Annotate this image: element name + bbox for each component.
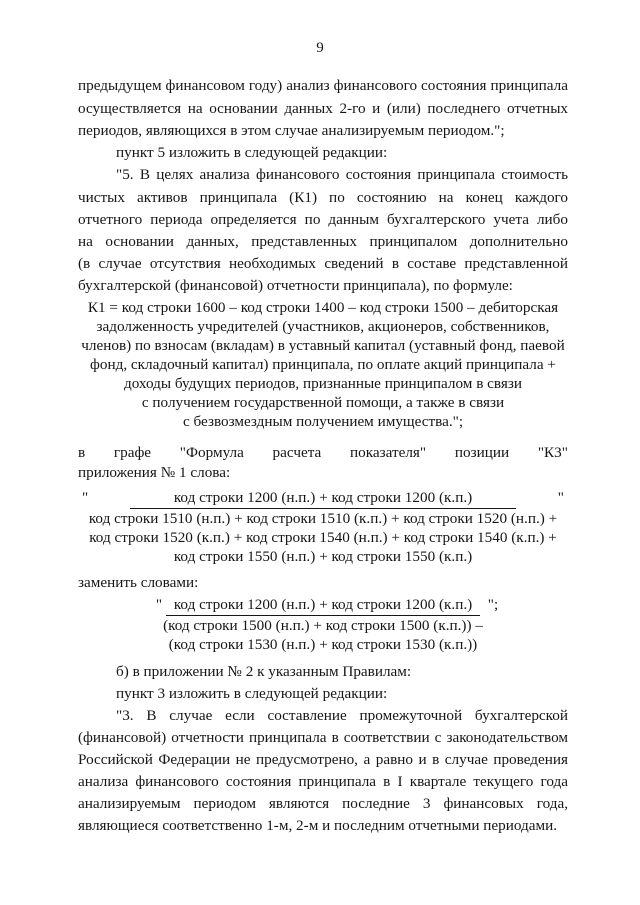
formula-new-quote-open: ": [155, 596, 163, 613]
paragraph-2-line: "5. В целях анализа финансового состояния принципала стоимость: [116, 166, 568, 183]
paragraph-3-line: "3. В случае если составление промежуточной бухгалтерской: [116, 707, 568, 724]
formula-old-quote-close: ": [557, 489, 564, 506]
formula-k1-line: членов) по взносам (вкладам) в уставный капитал (уставный фонд, паевой: [81, 337, 565, 354]
paragraph-1-line: предыдущем финансовом году) анализ финансового состояния принципала: [78, 77, 568, 94]
instruction-2-word: показателя": [350, 444, 427, 461]
instruction-2-line: приложения № 1 слова:: [78, 464, 231, 481]
instruction-2-word: в: [78, 444, 86, 461]
instruction-2-word: графе: [113, 444, 152, 461]
paragraph-1-line: периодов, являющихся в этом случае анализируемым периодом.";: [78, 122, 505, 139]
formula-old-quote-open: ": [82, 489, 89, 506]
item-b: б) в приложении № 2 к указанным Правилам:: [116, 663, 412, 680]
formula-new-numerator: код строки 1200 (н.п.) + код строки 1200 (к.п.): [166, 595, 480, 616]
formula-k1-line: К1 = код строки 1600 – код строки 1400 – код строки 1500 – дебиторская: [87, 299, 559, 316]
formula-k1-line: задолженность учредителей (участников, акционеров, собственников,: [96, 318, 550, 335]
paragraph-3-line: являющиеся соответственно 1-м, 2-м и последним отчетными периодами.: [78, 817, 558, 834]
instruction-3: пункт 3 изложить в следующей редакции:: [116, 685, 388, 702]
formula-new-quote-close: ";: [487, 596, 499, 613]
formula-k1-line: фонд, складочный капитал) принципала, по оплате акций принципала +: [90, 356, 556, 373]
paragraph-2-line: бухгалтерской (финансовой) отчетности принципала), по формуле:: [78, 277, 513, 294]
formula-old-denominator-line: код строки 1510 (н.п.) + код строки 1510 (к.п.) + код строки 1520 (н.п.) +: [88, 510, 558, 527]
paragraph-3-line: анализируемым периодом являются последние 3 финансовых года,: [78, 795, 568, 812]
paragraph-3-line: (финансовой) отчетности принципала в соответствии с законодательством: [78, 729, 568, 746]
paragraph-2-line: на основании данных, представленных принципалом дополнительно: [78, 233, 568, 250]
paragraph-2-line: чистых активов принципала (К1) по состоянию на конец каждого: [78, 189, 568, 206]
paragraph-1-line: осуществляется на основании данных 2-го и (или) последнего отчетных: [78, 100, 568, 117]
instruction-2-word: "Формула: [179, 444, 244, 461]
formula-new: [78, 595, 568, 654]
formula-old-numerator: код строки 1200 (н.п.) + код строки 1200 (к.п.): [130, 488, 516, 509]
formula-k1-line: с получением государственной помощи, а также в связи: [141, 394, 505, 411]
instruction-2-word: "К3": [537, 444, 568, 461]
formula-k1-line: доходы будущих периодов, признанные принципалом в связи: [123, 375, 523, 392]
formula-old-denominator-line: код строки 1520 (к.п.) + код строки 1540 (н.п.) + код строки 1540 (к.п.) +: [89, 529, 557, 546]
instruction-2-line: [78, 443, 568, 462]
instruction-2-word: позиции: [454, 444, 510, 461]
paragraph-2-line: отчетного периода определяется по данным бухгалтерского учета либо: [78, 211, 568, 228]
replace-with-label: заменить словами:: [78, 574, 199, 591]
instruction-2-word: расчета: [272, 444, 322, 461]
formula-old-denominator-line: код строки 1550 (н.п.) + код строки 1550 (к.п.): [173, 548, 473, 565]
paragraph-3-line: Российской Федерации не предусмотрено, а равно и в случае проведения: [78, 751, 568, 768]
page-number: 9: [316, 40, 324, 56]
instruction-1: пункт 5 изложить в следующей редакции:: [116, 144, 388, 161]
formula-k1-line: с безвозмездным получением имущества.";: [182, 413, 464, 430]
paragraph-2-line: (в случае отсутствия необходимых сведений в составе представленной: [78, 255, 568, 272]
formula-old: [78, 488, 568, 566]
formula-new-denominator-line: (код строки 1530 (н.п.) + код строки 1530 (к.п.)): [168, 636, 478, 653]
formula-new-denominator-line: (код строки 1500 (н.п.) + код строки 1500 (к.п.)) –: [163, 617, 483, 634]
paragraph-3-line: анализа финансового состояния принципала в I квартале текущего года: [78, 773, 568, 790]
